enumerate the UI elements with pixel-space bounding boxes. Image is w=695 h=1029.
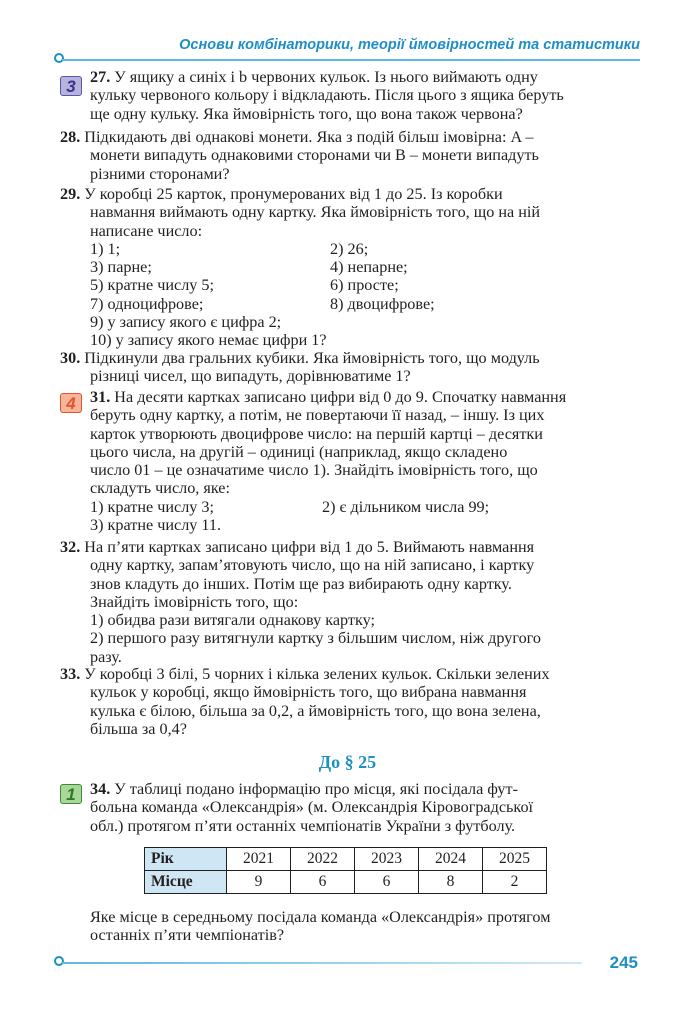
problem-line: разу.: [90, 647, 122, 666]
problem-number: 28.: [60, 128, 81, 146]
option: 9) у запису якого є цифра 2;: [90, 313, 282, 332]
table-cell: 6: [355, 871, 419, 894]
section-title: До § 25: [318, 752, 377, 772]
problem-33: [60, 665, 638, 738]
problem-line: цього числа, на другій – одиниці (наприклад, якщо складено: [90, 442, 508, 461]
problem-line: У коробці 25 карток, пронумерованих від 1 до 25. Із коробки: [84, 185, 503, 203]
problem-number: 31.: [90, 388, 111, 406]
problem-28: [60, 128, 638, 183]
table-cell: 2025: [483, 848, 547, 871]
option: 4) непарне;: [330, 258, 408, 277]
problem-number: 30.: [60, 349, 81, 367]
problem-line: навмання виймають одну картку. Яка ймовірність того, що на ній: [90, 203, 541, 222]
problem-line: обл.) протягом п’яти останніх чемпіонатів України з футболу.: [90, 816, 516, 835]
option: 3) кратне числу 11.: [90, 516, 222, 535]
option: 2) є дільником числа 99;: [322, 497, 490, 516]
problem-line: карток утворюють двоцифрове число: на першій картці – десятки: [90, 424, 543, 443]
problem-number: 33.: [60, 665, 81, 683]
difficulty-badge-3: 3: [60, 76, 82, 96]
difficulty-badge-4: 4: [60, 393, 82, 413]
table-cell: 2: [483, 871, 547, 894]
problem-line: знов кладуть до інших. Потім ще раз вибирають одну картку.: [90, 574, 512, 593]
problem-34: [60, 780, 638, 835]
problem-29: [60, 185, 638, 350]
table-header-cell: Місце: [145, 871, 227, 894]
problem-line: складуть число, яке:: [90, 479, 230, 498]
table-cell: 6: [291, 871, 355, 894]
problem-number: 27.: [90, 68, 111, 86]
problem-line: написане число:: [90, 221, 203, 240]
options-grid: [60, 240, 638, 313]
table-row: [145, 848, 547, 871]
footer-rule: [62, 962, 582, 964]
option: 1) 1;: [90, 239, 121, 258]
problem-32: [60, 538, 638, 666]
problem-line: На десяти картках записано цифри від 0 до 9. Спочатку навмання: [114, 388, 567, 406]
problem-30: [60, 349, 638, 386]
problem-34-question: [60, 908, 638, 945]
options-grid: [60, 498, 638, 516]
option: 5) кратне числу 5;: [90, 276, 215, 295]
results-table: [144, 847, 547, 894]
problem-line: У таблиці подано інформацію про місця, які посідала фут-: [114, 780, 518, 798]
header-rule-dot: [54, 53, 64, 63]
table-cell: 9: [227, 871, 291, 894]
problem-line: більша за 0,4?: [90, 719, 187, 738]
table-header-cell: Рік: [145, 848, 227, 871]
problem-line: У ящику a синіх і b червоних кульок. Із нього виймають одну: [114, 68, 538, 86]
problem-line: останніх п’яти чемпіонатів?: [90, 926, 285, 945]
table-cell: 2023: [355, 848, 419, 871]
problem-number: 34.: [90, 780, 111, 798]
table-cell: 2021: [227, 848, 291, 871]
option: 3) парне;: [90, 258, 152, 277]
problem-line: беруть одну картку, а потім, не повертаючи її назад, – іншу. Із цих: [90, 406, 545, 425]
problem-line: Підкидають дві однакові монети. Яка з подій більш імовірна: A –: [84, 128, 534, 146]
table-cell: 8: [419, 871, 483, 894]
problem-27: [60, 68, 638, 123]
problem-line: різними сторонами?: [90, 164, 230, 183]
problem-line: ще одну кульку. Яка ймовірність того, що вона також червона?: [90, 104, 523, 123]
problem-line: больна команда «Олександрія» (м. Олександрія Кіровоградської: [90, 798, 534, 817]
difficulty-badge-1: 1: [60, 784, 82, 804]
problem-line: На п’яти картках записано цифри від 1 до 5. Виймають навмання: [84, 538, 535, 556]
problem-number: 32.: [60, 538, 81, 556]
table-cell: 2024: [419, 848, 483, 871]
problem-line: монети випадуть однаковими сторонами чи B – монети випадуть: [90, 146, 539, 165]
header-title: Основи комбінаторики, теорії ймовірностей та статистики: [179, 37, 640, 53]
problem-line: Яке місце в середньому посідала команда «Олександрія» протягом: [90, 908, 551, 926]
problem-line: 2) першого разу витягнули картку з більшим числом, ніж другого: [90, 629, 542, 648]
problem-line: кульок у коробці, якщо ймовірність того, що вибрана навмання: [90, 683, 527, 702]
page-number: 245: [609, 953, 638, 972]
problem-line: кульку червоного кольору і відкладають. Після цього з ящика беруть: [90, 86, 564, 105]
problem-31: [60, 388, 638, 534]
option: 2) 26;: [330, 239, 369, 258]
option: 6) просте;: [330, 276, 399, 295]
problem-line: 1) обидва рази витягали однакову картку;: [90, 611, 376, 630]
problem-line: одну картку, запам’ятовують число, що на ній записано, і картку: [90, 556, 535, 575]
header-rule: [62, 59, 640, 61]
problem-line: Підкинули два гральних кубики. Яка ймовірність того, що модуль: [84, 349, 540, 367]
option: 7) одноцифрове;: [90, 294, 204, 313]
problem-line: У коробці 3 білі, 5 чорних і кілька зелених кульок. Скільки зелених: [84, 665, 550, 683]
option: 8) двоцифрове;: [330, 294, 435, 313]
problem-line: різниці чисел, що випадуть, дорівнюватиме 1?: [90, 367, 411, 386]
table-cell: 2022: [291, 848, 355, 871]
footer-rule-dot: [54, 956, 64, 966]
table-row: [145, 871, 547, 894]
problem-line: Знайдіть імовірність того, що:: [90, 592, 299, 611]
option: 1) кратне числу 3;: [90, 497, 215, 516]
problem-line: кулька є білою, більша за 0,2, а ймовірність того, що вона зелена,: [90, 701, 541, 720]
option: 10) у запису якого немає цифри 1?: [90, 331, 327, 350]
problem-line: число 01 – це означатиме число 1). Знайдіть імовірність того, що: [90, 461, 538, 480]
problem-number: 29.: [60, 185, 81, 203]
